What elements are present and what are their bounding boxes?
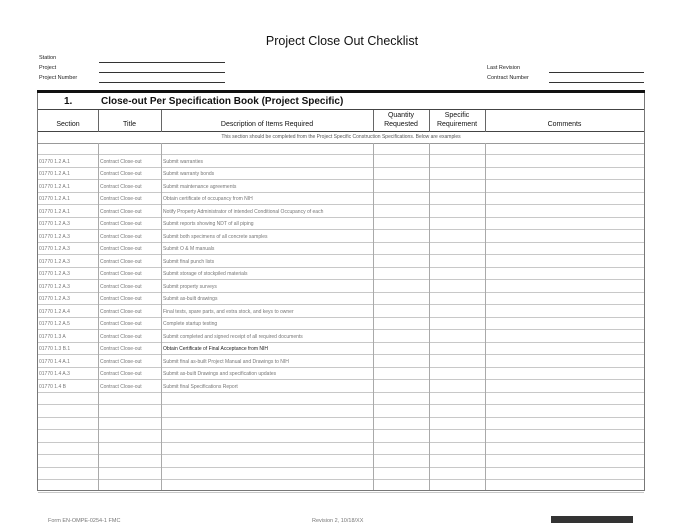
row-description-cell: Submit final as-built Project Manual and Drawings to NIH [163, 358, 289, 365]
row-section-cell: 01770 1.4 A.1 [39, 358, 70, 365]
col-divider [161, 143, 162, 490]
station-field[interactable] [99, 62, 225, 63]
row-title-cell: Contract Close-out [100, 171, 142, 177]
row-section-cell: 01770 1.4 A.3 [39, 371, 70, 377]
table-row [38, 306, 644, 318]
table-row [38, 331, 644, 343]
row-title-cell: Contract Close-out [100, 208, 142, 215]
document-title: Project Close Out Checklist [265, 34, 419, 48]
row-description-cell: Submit reports showing NDT of all piping [163, 221, 254, 227]
row-title-cell: Contract Close-out [100, 383, 142, 390]
row-title-cell: Contract Close-out [100, 346, 142, 352]
table-row [38, 206, 644, 218]
row-title-cell: Contract Close-out [100, 371, 142, 377]
project-number-label: Project Number [39, 75, 78, 81]
station-label: Station [39, 55, 57, 61]
row-title-cell: Contract Close-out [100, 221, 142, 227]
row-section-cell: 01770 1.2 A.1 [39, 158, 70, 165]
col-divider [373, 143, 374, 490]
table-row [38, 281, 644, 293]
row-description-cell: Obtain Certificate of Final Acceptance from NIH [163, 346, 269, 352]
row-description-cell: Submit storage of stockpiled materials [163, 271, 248, 277]
row-title-cell: Contract Close-out [100, 308, 142, 315]
col-description: Description of Items Required [220, 121, 314, 128]
table-row [38, 168, 644, 180]
row-title-cell: Contract Close-out [100, 183, 142, 190]
col-specific-line2: Requirement [436, 121, 478, 128]
row-description-cell: Submit final Specifications Report [163, 383, 238, 390]
table-row [38, 231, 644, 243]
project-number-field[interactable] [99, 82, 225, 83]
table-row [38, 456, 644, 468]
table-row [38, 393, 644, 405]
table-row [38, 143, 644, 155]
row-title-cell: Contract Close-out [100, 258, 142, 265]
table-row [38, 343, 644, 355]
table-row [38, 406, 644, 418]
section-title: Close-out Per Specification Book (Project Specific) [101, 96, 344, 107]
row-title-cell: Contract Close-out [100, 283, 142, 290]
table-row [38, 256, 644, 268]
row-title-cell: Contract Close-out [100, 321, 142, 327]
section-heading [38, 93, 644, 110]
row-description-cell: Submit property surveys [163, 283, 217, 290]
row-section-cell: 01770 1.2 A.3 [39, 296, 70, 302]
row-description-cell: Submit final punch lists [163, 258, 215, 265]
project-label: Project [39, 65, 57, 71]
row-section-cell: 01770 1.3 B.1 [39, 346, 71, 352]
row-description-cell: Submit O & M manuals [163, 246, 215, 252]
row-title-cell: Contract Close-out [100, 296, 142, 302]
last-revision-label: Last Revision [487, 65, 521, 71]
row-title-cell: Contract Close-out [100, 158, 142, 165]
row-section-cell: 01770 1.3 A [39, 333, 66, 340]
project-field[interactable] [99, 72, 225, 73]
row-description-cell: Submit as-built drawings [163, 296, 218, 302]
col-section: Section [56, 121, 80, 128]
row-title-cell: Contract Close-out [100, 271, 142, 277]
row-section-cell: 01770 1.2 A.3 [39, 271, 70, 277]
col-quantity-line2: Requested [384, 121, 418, 128]
row-section-cell: 01770 1.2 A.1 [39, 183, 70, 190]
row-description-cell: Submit both specimens of all concrete samples [163, 233, 268, 240]
col-divider [161, 110, 162, 132]
table-row [38, 193, 644, 205]
section-number: 1. [64, 96, 73, 107]
row-description-cell: Submit as-built Drawings and specification updates [163, 371, 277, 377]
col-title: Title [123, 121, 136, 128]
table-row [38, 381, 644, 393]
table-row [38, 443, 644, 455]
row-description-cell: Final tests, spare parts, and extra stock, and keys to owner [163, 308, 294, 315]
col-specific-line1: Specific [444, 112, 470, 119]
row-section-cell: 01770 1.2 A.3 [39, 258, 70, 265]
form-number: Form EN-OMPE-0254-1 FMC [48, 518, 121, 524]
table-row [38, 356, 644, 368]
col-divider [485, 143, 486, 490]
row-description-cell: Submit warranty bonds [163, 171, 215, 177]
table-row [38, 156, 644, 168]
col-divider [429, 143, 430, 490]
row-section-cell: 01770 1.2 A.4 [39, 308, 70, 315]
col-divider [429, 110, 430, 132]
footer-block [551, 516, 633, 523]
row-description-cell: Complete startup testing [163, 321, 218, 327]
instruction-note: This section should be completed from the Project Specific Construction Specifications. Below are examples [38, 132, 644, 144]
row-section-cell: 01770 1.2 A.1 [39, 196, 70, 202]
row-title-cell: Contract Close-out [100, 196, 142, 202]
table-row [38, 481, 644, 493]
table-row [38, 181, 644, 193]
col-divider [98, 143, 99, 490]
row-section-cell: 01770 1.2 A.1 [39, 171, 70, 177]
row-section-cell: 01770 1.2 A.3 [39, 233, 70, 240]
table-row [38, 368, 644, 380]
row-description-cell: Submit maintenance agreements [163, 183, 237, 190]
col-comments: Comments [547, 121, 582, 128]
row-title-cell: Contract Close-out [100, 333, 142, 340]
row-section-cell: 01770 1.2 A.3 [39, 246, 70, 252]
col-divider [98, 110, 99, 132]
table-row [38, 243, 644, 255]
table-row [38, 431, 644, 443]
row-description-cell: Obtain certificate of occupancy from NIH [163, 196, 253, 202]
row-section-cell: 01770 1.2 A.1 [39, 208, 70, 215]
contract-number-field[interactable] [549, 82, 644, 83]
col-divider [485, 110, 486, 132]
table-row [38, 318, 644, 330]
table-row [38, 218, 644, 230]
revision-note: Revision 2, 10/18/XX [312, 518, 364, 524]
table-row [38, 293, 644, 305]
table-row [38, 468, 644, 480]
col-divider [373, 110, 374, 132]
row-title-cell: Contract Close-out [100, 233, 142, 240]
row-description-cell: Notify Property Administrator of intended Conditional Occupancy of each [163, 208, 324, 215]
row-section-cell: 01770 1.2 A.5 [39, 321, 70, 327]
last-revision-field[interactable] [549, 72, 644, 73]
row-title-cell: Contract Close-out [100, 246, 142, 252]
table-row [38, 418, 644, 430]
table-row [38, 268, 644, 280]
row-section-cell: 01770 1.2 A.3 [39, 283, 70, 290]
row-section-cell: 01770 1.2 A.3 [39, 221, 70, 227]
row-description-cell: Submit warranties [163, 158, 204, 165]
contract-number-label: Contract Number [487, 75, 529, 81]
row-section-cell: 01770 1.4 B [39, 383, 66, 390]
col-quantity-line1: Quantity [387, 112, 415, 119]
row-description-cell: Submit completed and signed receipt of all required documents [163, 333, 303, 340]
column-header-row [38, 110, 644, 132]
row-title-cell: Contract Close-out [100, 358, 142, 365]
